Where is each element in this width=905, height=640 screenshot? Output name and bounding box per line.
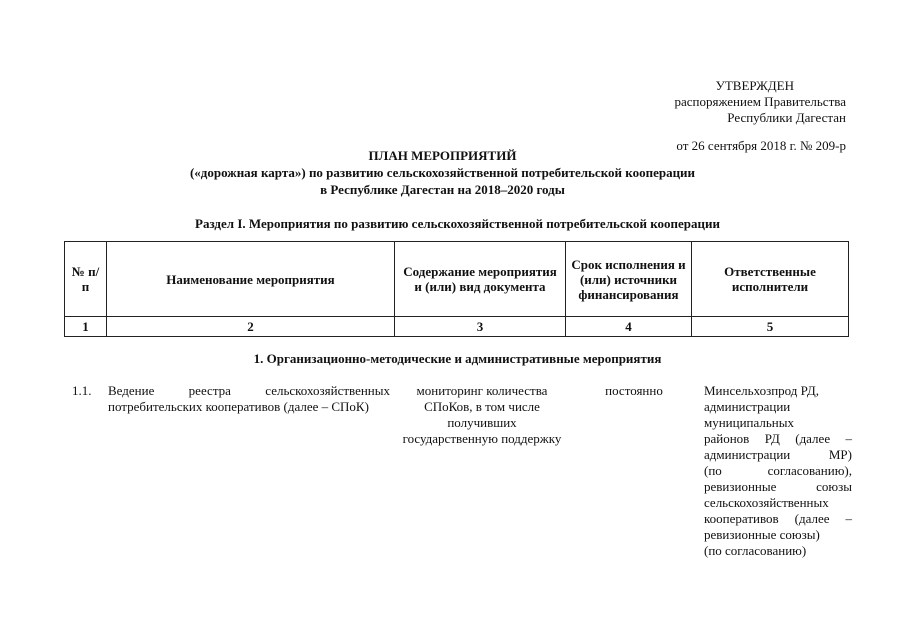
header-responsible: Ответственные исполнители	[692, 242, 849, 317]
approval-date: от 26 сентября 2018 г. № 209-р	[676, 138, 846, 153]
row-name: Ведение реестра сельскохозяйственных потребительских кооперативов (далее – СПоК)	[108, 383, 390, 414]
plan-table-header	[64, 241, 849, 337]
section-title: Раздел I. Мероприятия по развитию сельскохозяйственной потребительской кооперации	[195, 216, 720, 231]
row-responsible	[704, 383, 852, 559]
colnum-2: 2	[107, 317, 395, 337]
approval-block	[600, 78, 846, 154]
approval-region: Республики Дагестан	[727, 110, 846, 125]
approval-heading: УТВЕРЖДЕН	[715, 78, 794, 93]
approval-authority: распоряжением Правительства	[674, 94, 846, 109]
row-num: 1.1.	[72, 383, 92, 398]
responsible-line: (по согласованию),	[704, 463, 852, 478]
colnum-4: 4	[566, 317, 692, 337]
responsible-line: (по согласованию)	[704, 543, 807, 558]
responsible-line: ревизионные союзы)	[704, 527, 820, 542]
responsible-line: администрации МР)	[704, 447, 852, 462]
row-term: постоянно	[605, 383, 663, 398]
responsible-line: муниципальных	[704, 415, 795, 430]
colnum-3: 3	[395, 317, 566, 337]
responsible-line: кооперативов (далее –	[704, 511, 852, 526]
header-num: № п/п	[65, 242, 107, 317]
responsible-line: администрации	[704, 399, 791, 414]
doc-subtitle-2: в Республике Дагестан на 2018–2020 годы	[320, 182, 565, 197]
responsible-line: сельскохозяйственных	[704, 495, 829, 510]
header-term: Срок исполнения и (или) источники финансирования	[566, 242, 692, 317]
header-name: Наименование мероприятия	[107, 242, 395, 317]
colnum-5: 5	[692, 317, 849, 337]
responsible-line: ревизионные союзы	[704, 479, 852, 494]
doc-title: ПЛАН МЕРОПРИЯТИЙ	[368, 148, 517, 163]
colnum-1: 1	[65, 317, 107, 337]
header-content: Содержание мероприятия и (или) вид документа	[395, 242, 566, 317]
responsible-line: районов РД (далее –	[704, 431, 852, 446]
doc-subtitle: («дорожная карта») по развитию сельскохозяйственной потребительской кооперации	[189, 165, 696, 180]
row-content: мониторинг количества СПоКов, в том числе получивших государственную поддержку	[402, 383, 562, 446]
responsible-line: Минсельхозпрод РД,	[704, 383, 820, 398]
subsection-title: 1. Организационно-методические и административные мероприятия	[253, 351, 662, 366]
